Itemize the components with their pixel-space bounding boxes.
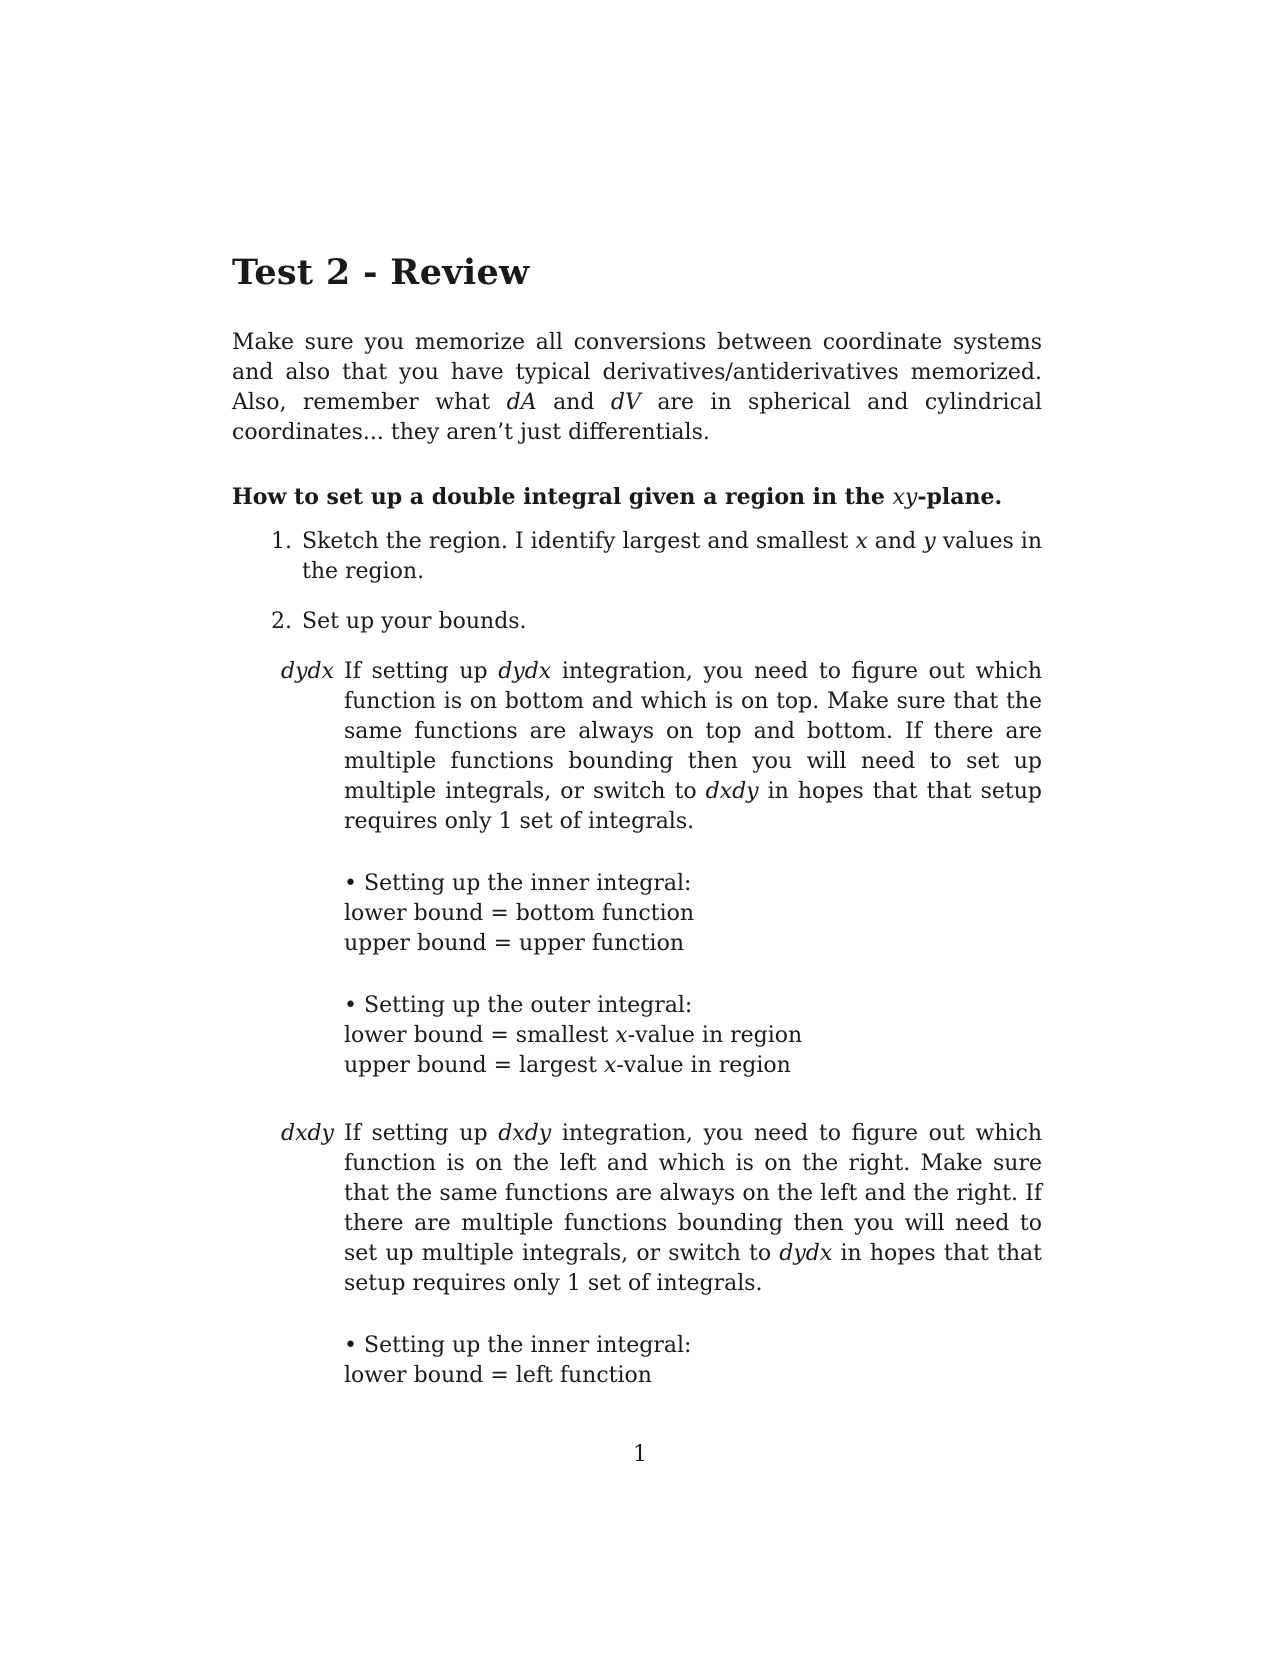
page-number: 1 [633, 1442, 647, 1467]
description-body [344, 1119, 1042, 1391]
step-text-part: values in the region. [302, 529, 1042, 584]
section-heading-var: xy [892, 485, 918, 510]
step-text-part: and [867, 529, 924, 554]
inner-integral-block [344, 869, 1042, 959]
bound-text: upper bound = largest [344, 1053, 604, 1078]
paragraph-text: in hopes that that setup requires only 1 set of integrals. [344, 1241, 1042, 1296]
bound-heading [344, 991, 1042, 1021]
bound-text: -value in region [616, 1053, 791, 1078]
bound-heading-text: Setting up the outer integral: [364, 993, 693, 1018]
bound-var: x [603, 1053, 617, 1078]
intro-text-3: are in spherical and cylindrical coordinates... they aren’t just differentials. [232, 390, 1042, 445]
bullet-icon: • [344, 1333, 357, 1358]
paragraph-text: If setting up [344, 659, 499, 684]
spacer [232, 1107, 1042, 1119]
bound-text: -value in region [627, 1023, 803, 1048]
bound-var: x [615, 1023, 628, 1048]
lower-bound-line [344, 1021, 1042, 1051]
step-var-y: y [923, 529, 936, 554]
section-heading [232, 482, 1042, 513]
bound-heading-text: Setting up the inner integral: [364, 871, 692, 896]
intro-text-2: and [536, 390, 611, 415]
description-paragraph [344, 657, 1042, 837]
step-text-part: Sketch the region. I identify largest and smallest [302, 529, 856, 554]
bound-text: lower bound = smallest [344, 1023, 616, 1048]
bullet-icon: • [344, 871, 357, 896]
bound-heading [344, 1331, 1042, 1361]
bound-heading-text: Setting up the inner integral: [364, 1333, 692, 1358]
step-number: 1. [271, 529, 292, 554]
step-text: Set up your bounds. [302, 609, 527, 634]
intro-var-dV: dV [610, 390, 641, 415]
section-heading-text-b: -plane. [917, 484, 1003, 510]
paragraph-text: integration, you need to figure out which function is on the left and which is on the right. Make sure that the same functions are always on the left and the right. If there are multiple functions bounding then you will need to set up multiple integrals, or switch to [344, 1121, 1043, 1266]
document-page [232, 252, 1042, 1391]
paragraph-text: integration, you need to figure out which function is on bottom and which is on top. Make sure that the same functions are always on top and bottom. If there are multiple functions bounding then you will need to set up multiple integrals, or switch to [344, 659, 1043, 804]
lower-bound-line: lower bound = left function [344, 1363, 652, 1388]
intro-var-dA: dA [506, 390, 537, 415]
list-item [232, 607, 1042, 637]
bullet-icon: • [344, 993, 357, 1018]
list-item [232, 527, 1042, 587]
step-text [292, 527, 1042, 587]
description-item-dxdy [232, 1119, 1042, 1391]
step-var-x: x [855, 529, 868, 554]
description-paragraph [344, 1119, 1042, 1299]
paragraph-var: dxdy [498, 1121, 552, 1146]
spacer [232, 1081, 1042, 1107]
step-number: 2. [271, 609, 292, 634]
intro-text-1: Make sure you memorize all conversions between coordinate systems and also that you have typical derivatives/antiderivatives memorized. Also, remember what [232, 330, 1042, 415]
description-item-dydx [232, 657, 1042, 1081]
paragraph-text: in hopes that that setup requires only 1 set of integrals. [344, 779, 1042, 834]
description-body [344, 657, 1042, 1081]
paragraph-var: dydx [498, 659, 552, 684]
section-heading-text-a: How to set up a double integral given a region in the [232, 484, 893, 510]
upper-bound-line: upper bound = upper function [344, 931, 684, 956]
page-title: Test 2 - Review [232, 252, 530, 293]
intro-paragraph [232, 328, 1042, 448]
description-term: dydx [280, 659, 334, 684]
paragraph-var: dydx [779, 1241, 833, 1266]
inner-integral-block [344, 1331, 1042, 1391]
lower-bound-line: lower bound = bottom function [344, 901, 695, 926]
description-term: dxdy [280, 1121, 334, 1146]
outer-integral-block [344, 991, 1042, 1081]
upper-bound-line [344, 1051, 1042, 1081]
bound-heading [344, 869, 1042, 899]
paragraph-text: If setting up [344, 1121, 499, 1146]
steps-list [232, 527, 1042, 637]
paragraph-var: dxdy [705, 779, 759, 804]
